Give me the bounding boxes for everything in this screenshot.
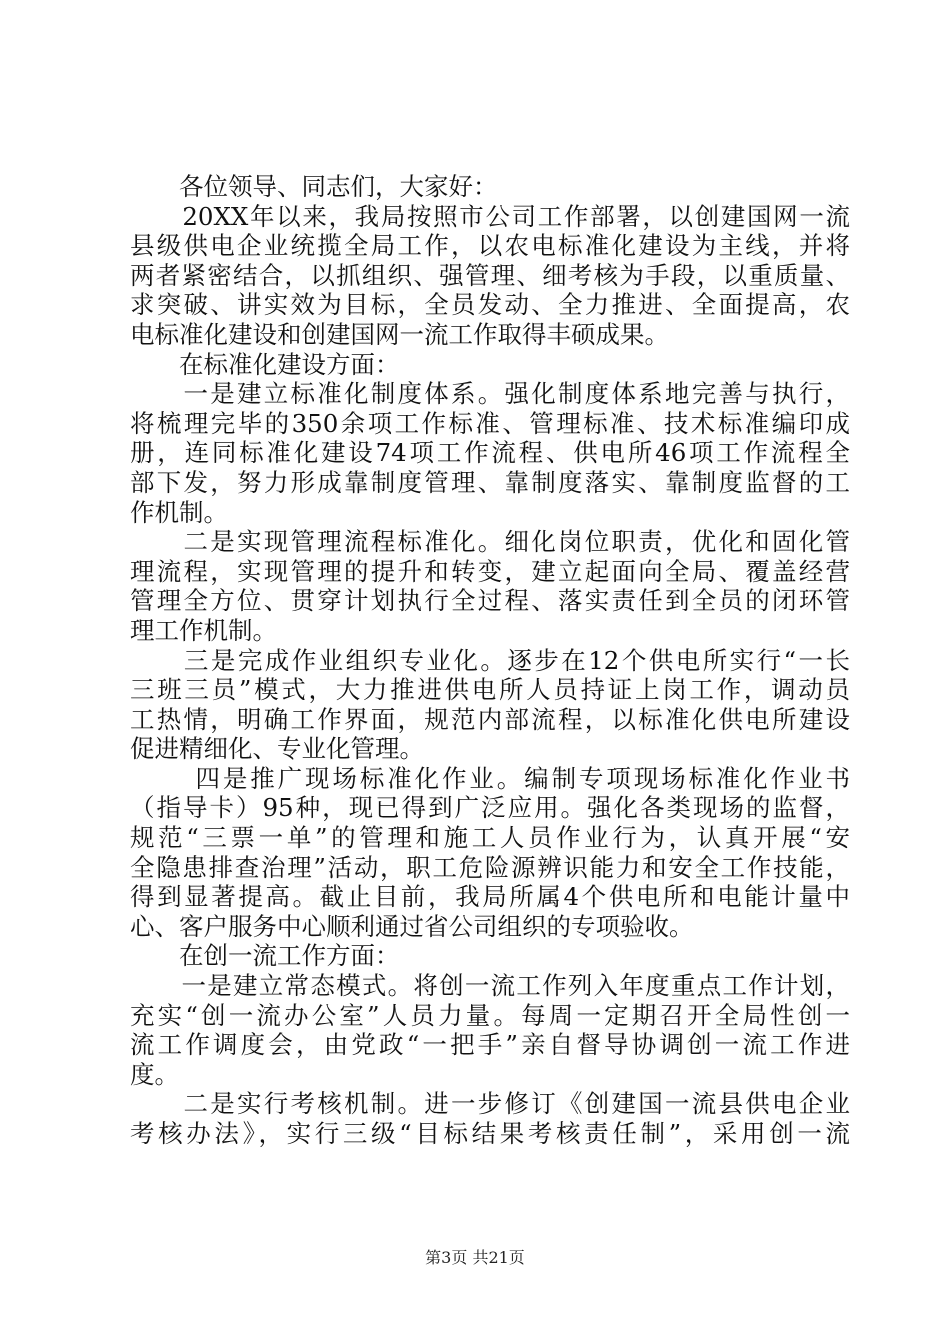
- text-line: 得到显著提高。截止目前，我局所属4个供电所和电能计量中: [130, 882, 850, 912]
- text-line: 部下发，努力形成靠制度管理、靠制度落实、靠制度监督的工: [130, 467, 850, 497]
- text-line: 县级供电企业统揽全局工作，以农电标准化建设为主线，并将: [130, 231, 850, 261]
- text-line: 二是实现管理流程标准化。细化岗位职责，优化和固化管: [130, 527, 850, 557]
- text-line: 各位领导、同志们，大家好：: [130, 172, 498, 201]
- text-line: 管理全方位、贯穿计划执行全过程、落实责任到全员的闭环管: [130, 586, 850, 616]
- text-line: （指导卡）95种，现已得到广泛应用。强化各类现场的监督，: [130, 793, 850, 823]
- text-line: 三班三员”模式，大力推进供电所人员持证上岗工作，调动员: [130, 675, 850, 705]
- text-line: 考核办法》，实行三级“目标结果考核责任制”，采用创一流: [130, 1119, 850, 1148]
- text-line: 在创一流工作方面：: [130, 941, 400, 971]
- text-line: 一是建立常态模式。将创一流工作列入年度重点工作计划，: [130, 971, 850, 1001]
- text-line: 作机制。: [130, 497, 228, 527]
- text-line: 册，连同标准化建设74项工作流程、供电所46项工作流程全: [130, 438, 850, 468]
- text-line: 20XX年以来，我局按照市公司工作部署，以创建国网一流: [130, 201, 850, 231]
- text-line: 规范“三票一单”的管理和施工人员作业行为，认真开展“安: [130, 823, 850, 853]
- text-line: 充实“创一流办公室”人员力量。每周一定期召开全局性创一: [130, 1000, 850, 1030]
- text-line: 求突破、讲实效为目标，全员发动、全力推进、全面提高，农: [130, 290, 850, 320]
- text-line: 理工作机制。: [130, 615, 277, 645]
- text-line: 工热情，明确工作界面，规范内部流程，以标准化供电所建设: [130, 704, 850, 734]
- text-line: 流工作调度会，由党政“一把手”亲自督导协调创一流工作进: [130, 1030, 850, 1060]
- text-line: 二是实行考核机制。进一步修订《创建国一流县供电企业: [130, 1089, 850, 1119]
- document-body: [130, 172, 850, 1149]
- page-number-footer: 第3页 共21页: [425, 1248, 525, 1267]
- text-line: 两者紧密结合，以抓组织、强管理、细考核为手段，以重质量、: [130, 260, 850, 290]
- text-line: 全隐患排查治理”活动，职工危险源辨识能力和安全工作技能，: [130, 852, 850, 882]
- text-line: 心、客户服务中心顺利通过省公司组织的专项验收。: [130, 911, 694, 941]
- text-line: 促进精细化、专业化管理。: [130, 734, 424, 764]
- text-line: 电标准化建设和创建国网一流工作取得丰硕成果。: [130, 319, 669, 349]
- text-line: 理流程，实现管理的提升和转变，建立起面向全局、覆盖经营: [130, 556, 850, 586]
- text-line: 三是完成作业组织专业化。逐步在12个供电所实行“一长: [130, 645, 850, 675]
- text-line: 将梳理完毕的350余项工作标准、管理标准、技术标准编印成: [130, 408, 850, 438]
- text-line: 一是建立标准化制度体系。强化制度体系地完善与执行，: [130, 379, 850, 409]
- text-line: 四是推广现场标准化作业。编制专项现场标准化作业书: [130, 763, 850, 793]
- text-line: 在标准化建设方面：: [130, 349, 400, 379]
- text-line: 度。: [130, 1059, 179, 1089]
